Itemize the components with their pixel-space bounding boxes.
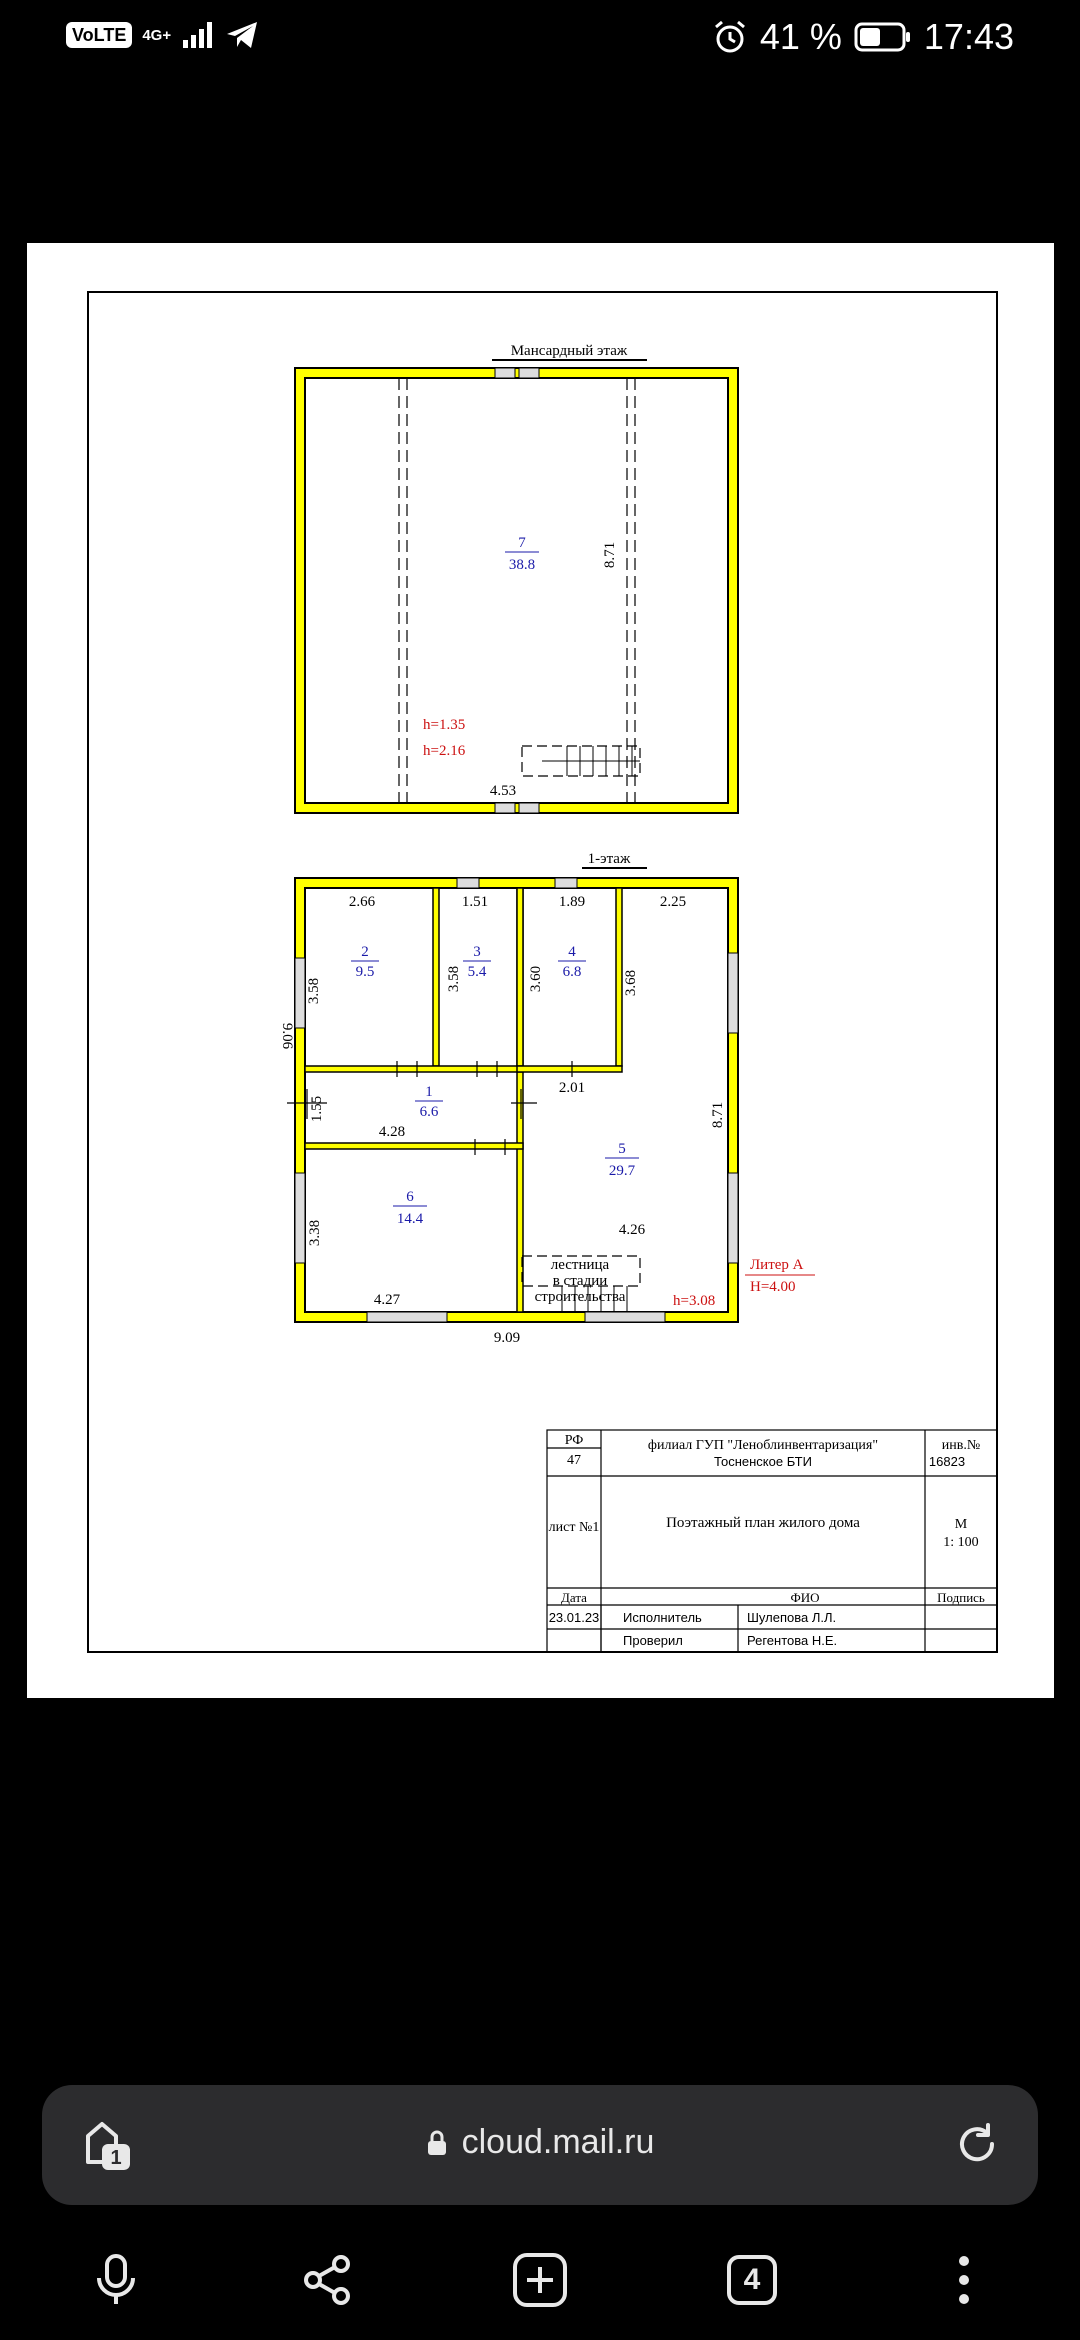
stairs-label-3: строительства (534, 1289, 626, 1305)
tabs-button[interactable] (720, 2248, 784, 2312)
dim-3-58b: 3.58 (446, 965, 462, 993)
stamp-fio-label: ФИО (790, 1590, 820, 1605)
battery-icon (854, 22, 912, 52)
stamp-sign-label: Подпись (937, 1590, 985, 1605)
floor-plan-document (27, 243, 1054, 1698)
stamp-inv-value: 16823 (928, 1454, 966, 1469)
first-floor-plan (279, 851, 815, 1346)
room-2-number: 2 (361, 944, 369, 960)
stairs-label-2: в стадии (552, 1273, 608, 1289)
room-3-area: 5.4 (467, 964, 487, 980)
url-display[interactable] (42, 2123, 1038, 2162)
signal-icon (181, 22, 215, 48)
stairs-label-1: лестница (550, 1257, 610, 1273)
stamp-executor-label: Исполнитель (623, 1610, 702, 1625)
attic-floor-plan (295, 343, 738, 813)
stamp-org-2: Тосненское БТИ (714, 1454, 812, 1469)
dim-8-71: 8.71 (710, 1101, 726, 1129)
stamp-scale-label: М (954, 1517, 968, 1532)
dim-top-4: 2.25 (659, 894, 687, 910)
clock: 17:43 (923, 16, 1014, 57)
tab-badge: 1 (110, 2147, 122, 2169)
room-3-number: 3 (473, 944, 481, 960)
stamp-sheet: лист №1 (548, 1520, 600, 1535)
stamp-inv-label: инв.№ (941, 1438, 981, 1453)
stamp-region: 47 (567, 1453, 581, 1468)
attic-dim-width: 4.53 (489, 783, 517, 799)
network-type: 4G+ (142, 26, 172, 44)
attic-walls (295, 368, 738, 813)
room-5-number: 5 (618, 1141, 626, 1157)
attic-dim-height: 8.71 (602, 541, 618, 569)
document-viewer[interactable] (27, 243, 1054, 1698)
dim-3-38: 3.38 (307, 1219, 323, 1247)
status-right (712, 16, 1014, 58)
stamp-checker-name: Регентова Н.Е. (747, 1633, 838, 1648)
stamp-checker-label: Проверил (623, 1633, 683, 1648)
room-7-area: 38.8 (508, 557, 536, 573)
stamp-executor-name: Шулепова Л.Л. (747, 1610, 837, 1625)
battery-percent: 41 % (759, 16, 842, 57)
stamp-date-label: Дата (561, 1590, 587, 1605)
attic-floor-title: Мансардный этаж (510, 343, 628, 359)
room-4-number: 4 (568, 944, 576, 960)
status-left (66, 20, 259, 50)
dim-3-60: 3.60 (528, 965, 544, 993)
dim-top-1: 2.66 (348, 894, 376, 910)
more-vertical-icon[interactable] (932, 2248, 996, 2312)
dim-top-3: 1.89 (558, 894, 586, 910)
dim-9-06: 9.06 (279, 1022, 295, 1050)
dim-1-55: 1.55 (309, 1095, 325, 1123)
status-bar (0, 0, 1080, 80)
stamp-rf: РФ (564, 1433, 584, 1448)
room-2-area: 9.5 (355, 964, 375, 980)
room-5-area: 29.7 (608, 1163, 636, 1179)
url-text: cloud.mail.ru (461, 2123, 655, 2161)
paper-plane-icon (225, 20, 259, 50)
share-icon[interactable] (295, 2248, 359, 2312)
dim-3-68: 3.68 (623, 969, 639, 997)
attic-h2: h=2.16 (423, 743, 466, 759)
room-6-number: 6 (406, 1189, 414, 1205)
stamp-scale-value: 1: 100 (943, 1535, 979, 1550)
tabs-count: 4 (727, 2255, 777, 2305)
dim-4-26: 4.26 (618, 1222, 646, 1238)
address-bar[interactable] (42, 2085, 1038, 2205)
liter-height: H=4.00 (750, 1279, 796, 1295)
volte-badge: VoLTE (66, 22, 132, 48)
dim-9-09: 9.09 (493, 1330, 521, 1346)
room-4-area: 6.8 (562, 964, 582, 980)
lock-icon (426, 2129, 448, 2157)
room-1-number: 1 (425, 1084, 433, 1100)
dim-3-58a: 3.58 (306, 977, 322, 1005)
liter-label: Литер А (750, 1257, 804, 1273)
room-7-number: 7 (518, 535, 526, 551)
stamp-org-1: филиал ГУП "Леноблинвентаризация" (647, 1438, 879, 1453)
dim-2-01: 2.01 (558, 1080, 586, 1096)
bottom-toolbar (0, 2230, 1080, 2330)
plus-icon (512, 2252, 568, 2308)
stamp-doc-title: Поэтажный план жилого дома (666, 1515, 860, 1531)
new-tab-button[interactable] (508, 2248, 572, 2312)
room-6-area: 14.4 (396, 1211, 424, 1227)
microphone-icon[interactable] (84, 2248, 148, 2312)
alarm-icon (712, 19, 748, 55)
dim-top-2: 1.51 (461, 894, 489, 910)
first-floor-height: h=3.08 (673, 1293, 716, 1309)
attic-h1: h=1.35 (423, 717, 466, 733)
dim-4-27: 4.27 (373, 1292, 401, 1308)
room-1-area: 6.6 (419, 1104, 439, 1120)
dim-4-28: 4.28 (378, 1124, 406, 1140)
reload-icon[interactable] (954, 2121, 1000, 2172)
stamp-date-value: 23.01.23 (548, 1610, 600, 1625)
first-floor-title: 1-этаж (587, 851, 631, 867)
